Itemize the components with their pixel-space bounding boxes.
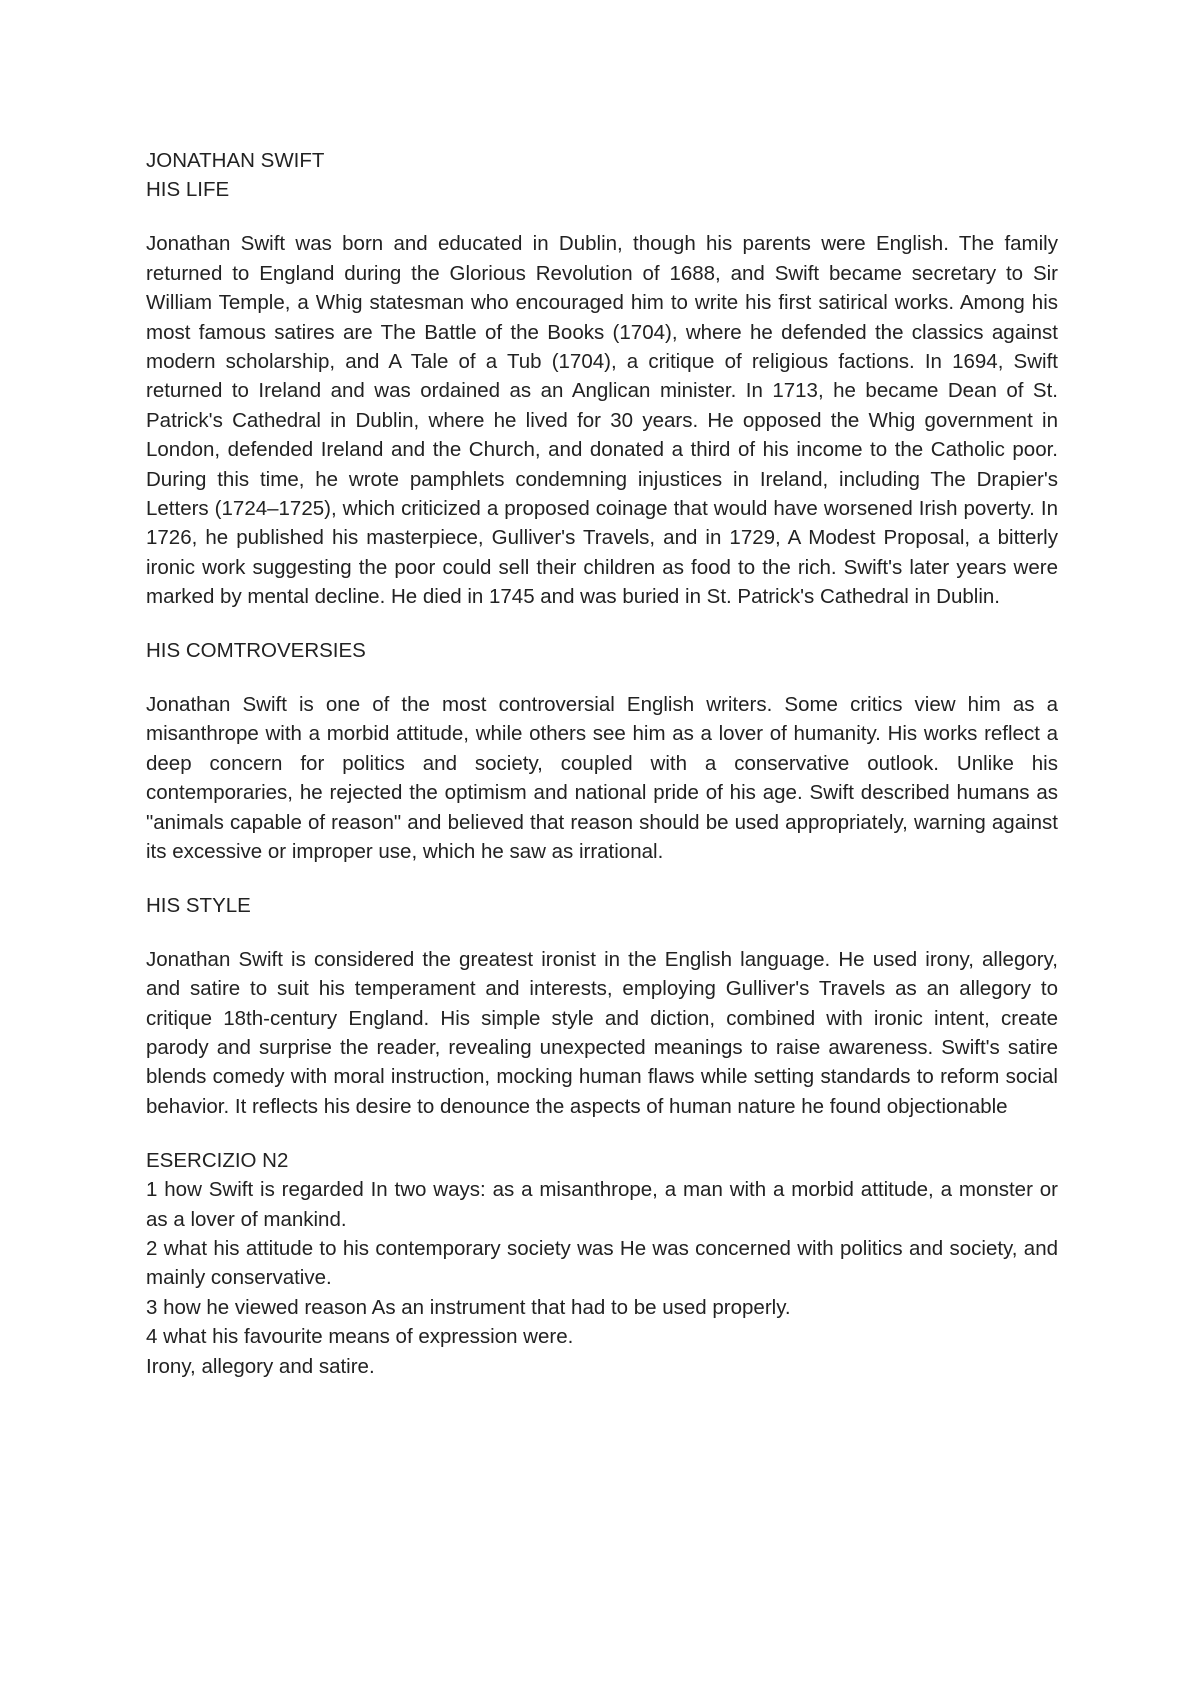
spacer	[146, 866, 1058, 891]
spacer	[146, 666, 1058, 691]
exercise-item: 3 how he viewed reason As an instrument that had to be used properly.	[146, 1295, 791, 1319]
section-body-style: Jonathan Swift is considered the greatest ironist in the English language. He used irony, allegory, and satire to suit his temperament and interests, employing Gulliver's Travels as an allegory to critique 18th-century England. His simple style and diction, combined with ironic intent, create parody and surprise the reader, revealing unexpected meanings to raise awareness. Swift's satire blends comedy with moral instruction, mocking human flaws while setting standards to reform social behavior. It reflects his desire to denounce the aspects of human nature he found objectionable	[146, 947, 1058, 1118]
spacer	[146, 920, 1058, 945]
exercise-item: Irony, allegory and satire.	[146, 1354, 375, 1378]
document-page	[146, 146, 1058, 1381]
section-body-life: Jonathan Swift was born and educated in Dublin, though his parents were English. The family returned to England during the Glorious Revolution of 1688, and Swift became secretary to Sir William Temple, a Whig statesman who encouraged him to write his first satirical works. Among his most famous satires are The Battle of the Books (1704), where he defended the classics against modern scholarship, and A Tale of a Tub (1704), a critique of religious factions. In 1694, Swift returned to Ireland and was ordained as an Anglican minister. In 1713, he became Dean of St. Patrick's Cathedral in Dublin, where he lived for 30 years. He opposed the Whig government in London, defended Ireland and the Church, and donated a third of his income to the Catholic poor. During this time, he wrote pamphlets condemning injustices in Ireland, including The Drapier's Letters (1724–1725), which criticized a proposed coinage that would have worsened Irish poverty. In 1726, he published his masterpiece, Gulliver's Travels, and in 1729, A Modest Proposal, a bitterly ironic work suggesting the poor could sell their children as food to the rich. Swift's later years were marked by mental decline. He died in 1745 and was buried in St. Patrick's Cathedral in Dublin.	[146, 232, 1058, 609]
spacer	[146, 612, 1058, 637]
section-heading-style: HIS STYLE	[146, 893, 251, 917]
section-body-controversies: Jonathan Swift is one of the most controversial English writers. Some critics view him as a misanthrope with a morbid attitude, while others see him as a lover of humanity. His works reflect a deep concern for politics and society, coupled with a conservative outlook. Unlike his contemporaries, he rejected the optimism and national pride of his age. Swift described humans as "animals capable of reason" and believed that reason should be used appropriately, warning against its excessive or improper use, which he saw as irrational.	[146, 693, 1058, 864]
exercise-item: 4 what his favourite means of expression were.	[146, 1325, 574, 1349]
exercise-heading: ESERCIZIO N2	[146, 1148, 289, 1172]
exercise-item: 2 what his attitude to his contemporary society was He was concerned with politics and society, and mainly conservative.	[146, 1237, 1058, 1290]
section-heading-life: HIS LIFE	[146, 178, 230, 202]
spacer	[146, 205, 1058, 230]
spacer	[146, 1121, 1058, 1146]
document-title: JONATHAN SWIFT	[146, 149, 325, 172]
exercise-item: 1 how Swift is regarded In two ways: as a misanthrope, a man with a morbid attitude, a monster or as a lover of mankind.	[146, 1178, 1058, 1231]
section-heading-controversies: HIS COMTROVERSIES	[146, 639, 366, 663]
